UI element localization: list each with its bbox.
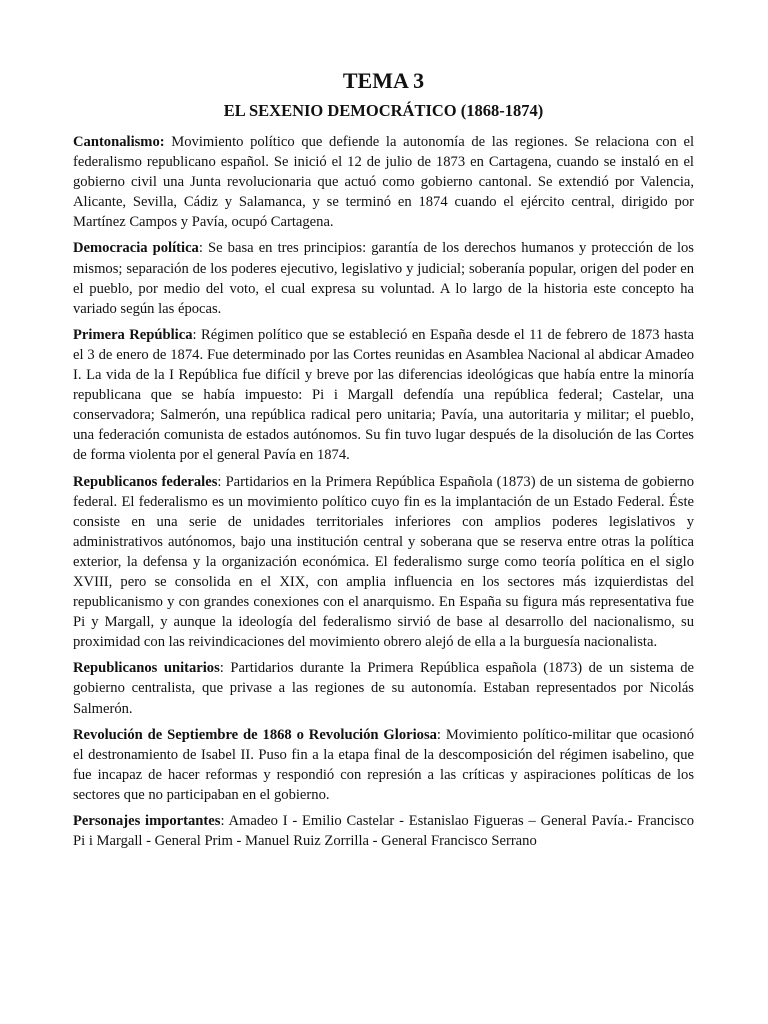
entry-text: : Se basa en tres principios: garantía de los derechos humanos y protección de los mismos; separación de los poderes ejecutivo, legislativo y judicial; soberanía popular, origen del poder en el pueblo, por medio del voto, el cual expresa su voluntad. A lo largo de la historia este concepto ha variado según las épocas. [73,240,694,317]
entry-personajes-importantes [73,811,694,851]
entry-republicanos-unitarios [73,658,694,718]
entry-text: : Partidarios en la Primera República Española (1873) de un sistema de gobierno federal. El federalismo es un movimiento político cuyo fin es la implantación de un Estado Federal. Éste consiste en una serie de unidades territoriales inferiores con amplios poderes legislativos y administrativos autónomos, bajo una institución central y soberana que se reserva entre otras la política exterior, la defensa y la organización económica. El federalismo surge como teoría política en el siglo XVIII, pero se consolida en el XIX, con amplia influencia en los sectores más izquierdistas del republicanismo y con grandes conexiones con el anarquismo. En España su figura más representativa fue Pi y Margall, y aunque la ideología del federalismo sirvió de base al desarrollo del nacionalismo, su proximidad con las reivindicaciones del movimiento obrero alejó de ella a la burguesía nacionalista. [73,473,694,651]
entry-term: Personajes importantes [73,813,221,829]
entry-primera-republica [73,325,694,466]
document-page [73,66,694,857]
entry-text: : Régimen político que se estableció en España desde el 11 de febrero de 1873 hasta el 3 de enero de 1874. Fue determinado por las Cortes reunidas en Asamblea Nacional al abdicar Amadeo I. La vida de la I República fue difícil y breve por las diferencias ideológicas que había entre la minoría republicana que se había impuesto: Pi i Margall defendía una república federal; Castelar, una conservadora; Salmerón, una república radical pero unitaria; Pavía, una autoritaria y militar; el pueblo, una federación comunista de estados autónomos. Su fin tuvo lugar después de la disolución de las Cortes de forma violenta por el general Pavía en 1874. [73,326,694,464]
page-subtitle: EL SEXENIO DEMOCRÁTICO (1868-1874) [223,101,544,120]
entry-term: Democracia política [73,240,199,257]
entry-revolucion-septiembre [73,725,694,805]
entry-democracia-politica [73,238,694,318]
entry-term: Primera República [73,326,193,343]
entry-term: Cantonalismo: [73,134,165,150]
page-title: TEMA 3 [342,68,425,93]
entry-text: Movimiento político que defiende la autonomía de las regiones. Se relaciona con el federalismo republicano español. Se inició el 12 de julio de 1873 en Cartagena, cuando se instaló en el gobierno civil una Junta revolucionaria que actuó como gobierno cantonal. Se extendió por Valencia, Alicante, Sevilla, Cádiz y Salamanca, y se terminó en 1874 cuando el ejército central, dirigido por Martínez Campos y Pavía, ocupó Cartagena. [73,134,694,231]
entry-republicanos-federales [73,472,694,653]
entry-term: Republicanos unitarios [73,660,220,677]
entry-text: : Movimiento político-militar que ocasionó el destronamiento de Isabel II. Puso fin a la etapa final de la descomposición del régimen isabelino, que fue incapaz de hacer reformas y respondió con represión a las críticas y aspiraciones políticas de los sectores que no participaban en el gobierno. [73,726,694,803]
entry-text: : Partidarios durante la Primera República española (1873) de un sistema de gobierno centralista, que privase a las regiones de su autonomía. Estaban representados por Nicolás Salmerón. [73,660,694,717]
entry-term: Revolución de Septiembre de 1868 o Revolución Gloriosa [73,726,437,743]
entry-text: : Amadeo I - Emilio Castelar - Estanislao Figueras – General Pavía.- Francisco Pi i Margall - General Prim - Manuel Ruiz Zorrilla - General Francisco Serrano [73,813,694,850]
entry-term: Republicanos federales [73,473,218,490]
entry-cantonalismo [73,132,694,232]
